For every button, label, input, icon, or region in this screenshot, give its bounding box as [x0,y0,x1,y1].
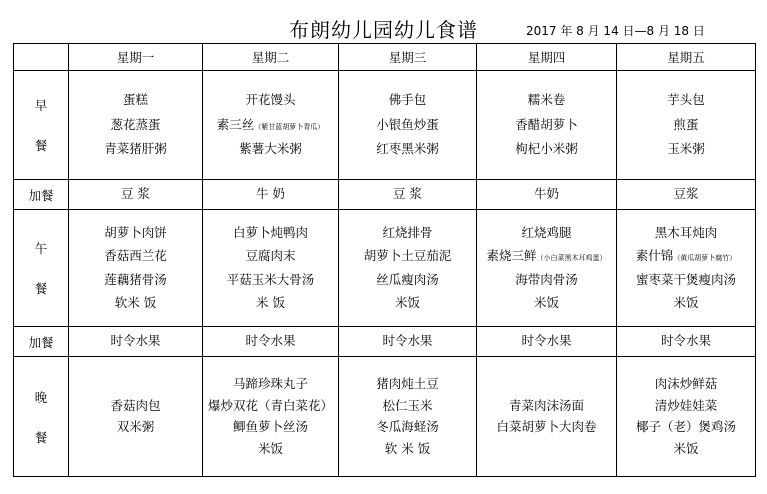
menu-cell [477,71,617,180]
dish-name: 马蹄珍珠丸子 [232,376,308,391]
dish-item [486,250,606,263]
menu-cell [477,180,617,210]
dish-name: 葱花蒸蛋 [110,116,161,132]
dish-item [376,116,439,132]
dish-item [382,335,432,348]
day-header: 星期二 [203,44,339,71]
menu-cell [203,327,339,357]
dish-item [636,421,736,434]
dish-item [123,94,148,107]
dish-item [654,224,718,240]
meal-label-text: 加餐 [28,187,54,203]
dish-name: 红烧排骨 [382,224,433,240]
dish-item [256,188,285,201]
day-header: 星期五 [617,44,756,71]
dish-name: 猪肉炖土豆 [376,376,439,391]
menu-cell [477,357,617,477]
dish-item [376,421,439,434]
dish-item [364,250,452,263]
menu-table [13,43,756,477]
menu-cell [339,71,477,180]
menu-cell [69,71,203,180]
dish-name: 软 米 饭 [384,440,431,456]
dish-item [382,224,433,240]
dish-name: 冬瓜海蛏汤 [376,419,439,434]
dish-name: 松仁玉米 [382,397,433,413]
meal-label-text: 早 [34,98,48,113]
dish-item [636,250,737,263]
dish-name: 米 饭 [256,295,285,310]
dish-name: 香醋胡萝卜 [515,116,578,132]
dish-item [233,378,308,391]
dish-name: 豆 浆 [121,186,150,202]
snack-row-1 [14,180,756,210]
dish-name: 开花馒头 [245,92,296,108]
dish-name: 糯米卷 [527,92,566,108]
dish-item [110,116,161,132]
dish-item [521,224,572,240]
menu-cell [203,210,339,327]
menu-body [14,71,756,477]
header-row [14,44,756,71]
meal-label [14,71,69,180]
dish-item [110,335,160,348]
menu-cell [203,180,339,210]
menu-cell [69,357,203,477]
dish-name: 香菇西兰花 [104,248,167,263]
dish-item [257,440,283,456]
menu-cell [617,327,756,357]
dish-name: 平菇玉米大骨汤 [226,271,315,287]
dish-name: 米饭 [673,295,699,310]
menu-cell [617,71,756,180]
dish-item [376,271,439,287]
dish-item [389,94,427,107]
dish-name: 软米 饭 [114,295,157,310]
menu-cell [617,210,756,327]
dish-item [534,188,559,201]
menu-cell [339,210,477,327]
menu-cell [339,180,477,210]
dish-item [104,250,167,263]
dish-name: 肉沫炒鲜菇 [654,376,718,391]
menu-cell [477,210,617,327]
dish-name: 白萝卜炖鸭肉 [232,224,308,240]
dish-name: 红烧鸡腿 [521,224,572,240]
meal-label-text: 餐 [34,281,48,296]
dinner-row [14,357,756,477]
dish-name: 小银鱼炒蛋 [376,116,439,132]
day-header: 星期一 [69,44,203,71]
page-title: 布朗幼儿园幼儿食谱 [289,18,478,42]
dish-name: 米饭 [533,295,559,310]
lunch-row [14,210,756,327]
dish-item [110,397,161,413]
dish-item [673,188,698,201]
dish-name: 玉米粥 [667,141,705,157]
corner-cell [14,44,69,71]
snack-row-2 [14,327,756,357]
meal-label [14,327,69,357]
meal-label [14,210,69,327]
dish-note: （小白菜黑木耳鸡蛋） [536,254,607,262]
dish-name: 米饭 [394,295,420,310]
dish-name: 胡萝卜土豆茄泥 [363,248,452,263]
dish-item [654,397,718,413]
dish-item [104,224,167,240]
meal-label-text: 餐 [34,138,48,153]
dish-name: 胡萝卜肉饼 [104,224,167,240]
menu-cell [339,327,477,357]
menu-cell [477,327,617,357]
dish-name: 时令水果 [110,333,161,349]
dish-item [376,378,439,391]
dish-item [245,335,295,348]
dish-name: 枸杞小米粥 [515,141,578,157]
dish-item [216,116,325,132]
dish-item [376,143,439,156]
dish-name: 时令水果 [660,333,711,349]
dish-item [515,271,578,287]
meal-label [14,180,69,210]
dish-item [233,421,308,434]
dish-item [395,297,420,310]
dish-name: 时令水果 [521,333,572,349]
dish-item [245,250,295,263]
dish-name: 海带肉骨汤 [515,271,578,287]
dish-item [515,116,578,132]
dish-item [245,94,295,107]
dish-name: 白菜胡萝卜大肉卷 [496,419,597,434]
dish-name: 紫薯大米粥 [239,141,302,157]
dish-item [667,94,705,107]
dish-item [121,188,150,201]
dish-name: 素什锦 [635,248,674,263]
dish-name: 牛奶 [533,186,559,202]
dish-name: 时令水果 [382,333,433,349]
dish-name: 莲藕猪骨汤 [104,271,167,287]
dish-item [382,397,433,413]
dish-name: 豆腐肉末 [245,248,296,263]
menu-cell [339,357,477,477]
dish-item [673,297,698,310]
day-header: 星期四 [477,44,617,71]
breakfast-row [14,71,756,180]
dish-name: 青菜猪肝粥 [104,141,167,157]
dish-item [661,335,711,348]
dish-name: 佛手包 [388,92,427,108]
menu-cell [617,357,756,477]
meal-label [14,357,69,477]
dish-item [115,297,156,310]
menu-cell [203,357,339,477]
dish-item [635,271,736,287]
menu-cell [203,71,339,180]
meal-label-text: 加餐 [28,334,54,350]
dish-name: 双米粥 [116,419,155,434]
dish-name: 红枣黑米粥 [376,141,439,157]
dish-item [393,188,422,201]
dish-name: 时令水果 [245,333,296,349]
dish-name: 鲫鱼萝卜丝汤 [232,419,308,434]
dish-name: 牛 奶 [256,186,285,202]
dish-item [226,271,315,287]
dish-name: 素三丝 [216,116,255,132]
dish-item [673,116,699,132]
meal-label-text: 晚 [34,389,48,405]
dish-name: 蜜枣菜干煲瘦肉汤 [635,271,736,287]
dish-name: 素烧三鲜 [486,248,537,263]
dish-note: （紫甘蓝胡萝卜青瓜） [254,122,325,131]
dish-item [508,397,584,413]
dish-item [256,297,285,310]
dish-item [673,440,699,456]
dish-item [534,297,559,310]
dish-name: 米饭 [257,440,283,456]
menu-cell [69,210,203,327]
date-range: 2017 年 8 月 14 日—8 月 18 日 [526,24,705,38]
dish-name: 豆 浆 [393,186,422,202]
dish-name: 黑木耳炖肉 [654,224,718,240]
dish-name: 香菇肉包 [110,397,161,413]
menu-cell [69,327,203,357]
dish-item [667,143,705,156]
day-header: 星期三 [339,44,477,71]
dish-item [207,397,333,413]
dish-name: 煎蛋 [673,116,699,132]
dish-name: 丝瓜瘦肉汤 [376,271,439,287]
dish-item [239,143,302,156]
menu-cell [617,180,756,210]
dish-item [515,143,578,156]
menu-cell [69,180,203,210]
dish-item [496,421,596,434]
dish-name: 米饭 [673,440,699,456]
dish-name: 青菜肉沫汤面 [508,397,584,413]
dish-name: 芋头包 [667,92,705,108]
meal-label-text: 餐 [34,429,48,445]
dish-item [528,94,566,107]
dish-name: 椰子（老）煲鸡汤 [635,419,736,434]
dish-item [384,440,431,456]
dish-name: 蛋糕 [122,92,148,108]
dish-name: 爆炒双花（青白菜花） [207,397,333,413]
dish-name: 豆浆 [673,186,699,202]
dish-note: （黄瓜胡萝卜腐竹） [673,254,737,262]
dish-name: 清炒娃娃菜 [654,397,718,413]
dish-item [655,378,718,391]
dish-item [104,143,167,156]
dish-item [521,335,571,348]
dish-item [117,421,155,434]
dish-item [232,224,308,240]
meal-label-text: 午 [34,241,48,256]
dish-item [104,271,167,287]
